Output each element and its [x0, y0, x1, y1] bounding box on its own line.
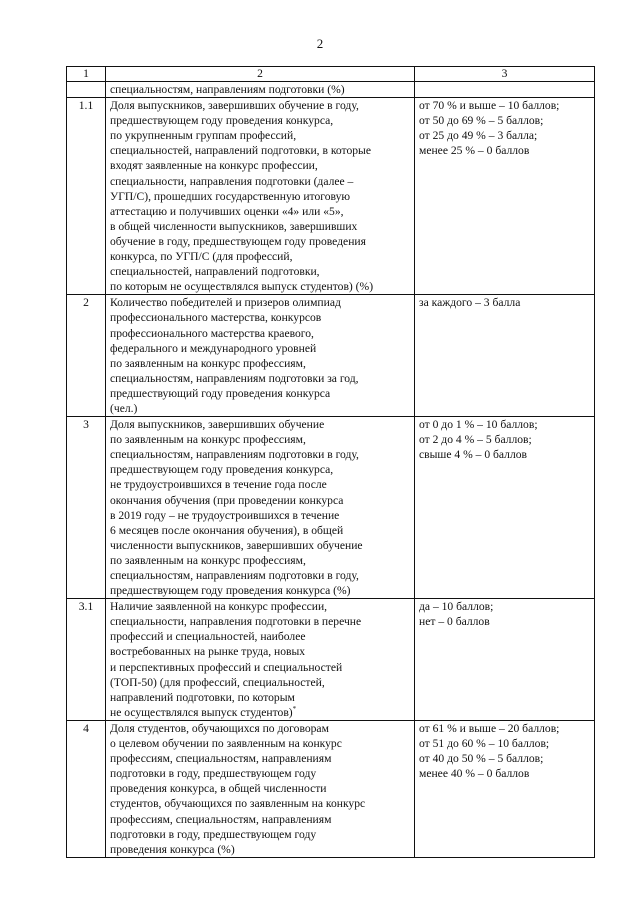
table-row [67, 98, 595, 295]
points-line: от 50 до 69 % – 5 баллов; [419, 114, 544, 128]
criterion-line: профессиям, специальностям, направлениям [110, 812, 332, 826]
criterion-line: специальностей, направлений подготовки, в которые [110, 144, 371, 158]
continuation-num-cell [67, 82, 106, 98]
points-line: да – 10 баллов; [419, 600, 494, 614]
criterion-line: профессионального мастерства краевого, [110, 326, 314, 340]
criterion-line: по укрупненным группам профессий, [110, 129, 297, 143]
criteria-table [66, 66, 595, 858]
continuation-points-cell [415, 82, 595, 98]
row-number: 3.1 [67, 599, 106, 721]
page-number: 2 [316, 36, 324, 51]
criterion-line: профессиям, специальностям, направлениям [110, 752, 332, 766]
criterion-line: направлений подготовки, по которым [110, 690, 295, 704]
criterion-line: Доля выпускников, завершивших обучение [110, 418, 325, 432]
points-line: менее 25 % – 0 баллов [419, 144, 530, 158]
criterion-cell [106, 417, 415, 599]
criterion-line: специальности, направления подготовки в перечне [110, 615, 362, 629]
criterion-cell [106, 720, 415, 857]
criterion-line: по заявленным на конкурс профессиям, [110, 356, 306, 370]
criterion-line: предшествующем году проведения конкурса, [110, 114, 334, 128]
criterion-line: по которым не осуществлялся выпуск студентов) (%) [110, 280, 374, 294]
criterion-line: входят заявленные на конкурс профессии, [110, 159, 318, 173]
criterion-line: востребованных на рынке труда, новых [110, 645, 306, 659]
points-line: от 25 до 49 % – 3 балла; [419, 129, 538, 143]
criterion-line: специальностям, направлениям подготовки в году, [110, 448, 359, 462]
table-header-row [67, 67, 595, 82]
points-line: от 51 до 60 % – 10 баллов; [419, 737, 550, 751]
criterion-line: по заявленным на конкурс профессиям, [110, 553, 306, 567]
criterion-line: специальности, направления подготовки (далее – [110, 174, 354, 188]
criterion-line: 6 месяцев после окончания обучения), в общей [110, 523, 344, 537]
criterion-line: УГП/С), прошедших государственную итоговую [110, 189, 351, 203]
points-cell [415, 599, 595, 721]
criterion-line: (чел.) [110, 401, 138, 415]
criterion-line: обучение в году, предшествующем году проведения [110, 234, 366, 248]
points-line: от 2 до 4 % – 5 баллов; [419, 433, 532, 447]
points-line: нет – 0 баллов [419, 615, 490, 629]
criterion-line: предшествующий году проведения конкурса [110, 386, 331, 400]
header-col-1: 1 [67, 67, 106, 82]
points-line: менее 40 % – 0 баллов [419, 767, 530, 781]
header-col-2: 2 [106, 67, 415, 82]
criterion-line: Количество победителей и призеров олимпиад [110, 296, 341, 310]
points-line: от 40 до 50 % – 5 баллов; [419, 752, 544, 766]
criterion-line: студентов, обучающихся по заявленным на конкурс [110, 797, 366, 811]
header-col-3: 3 [415, 67, 595, 82]
table-row [67, 720, 595, 857]
criterion-line: профессионального мастерства, конкурсов [110, 311, 322, 325]
criterion-line: профессий и специальностей, наиболее [110, 630, 306, 644]
points-line: за каждого – 3 балла [419, 296, 521, 310]
criterion-line: предшествующем году проведения конкурса (%) [110, 584, 351, 598]
continuation-text: специальностям, направлениям подготовки (%) [106, 82, 415, 98]
continuation-row [67, 82, 595, 98]
row-number: 2 [67, 295, 106, 417]
criterion-line: Доля студентов, обучающихся по договорам [110, 721, 329, 735]
criterion-line: предшествующем году проведения конкурса, [110, 463, 334, 477]
points-cell [415, 720, 595, 857]
footnote-mark: * [292, 704, 297, 713]
points-cell [415, 417, 595, 599]
criterion-line: окончания обучения (при проведении конкурса [110, 493, 344, 507]
points-cell [415, 295, 595, 417]
table-row [67, 417, 595, 599]
row-number: 4 [67, 720, 106, 857]
criterion-line: не трудоустроившихся в течение года после [110, 478, 327, 492]
criterion-line: не осуществлялся выпуск студентов)* [110, 704, 297, 719]
criterion-line: Наличие заявленной на конкурс профессии, [110, 600, 328, 614]
criterion-line: (ТОП-50) (для профессий, специальностей, [110, 675, 325, 689]
criterion-line: Доля выпускников, завершивших обучение в году, [110, 99, 359, 113]
points-line: от 61 % и выше – 20 баллов; [419, 721, 560, 735]
criterion-line: численности выпускников, завершивших обучение [110, 538, 363, 552]
criterion-line: проведения конкурса, в общей численности [110, 782, 327, 796]
row-number: 1.1 [67, 98, 106, 295]
criterion-cell [106, 98, 415, 295]
criterion-line: проведения конкурса (%) [110, 842, 235, 856]
points-cell [415, 98, 595, 295]
criterion-line: конкурса, по УГП/С (для профессий, [110, 250, 293, 264]
criterion-line: федерального и международного уровней [110, 341, 317, 355]
points-line: свыше 4 % – 0 баллов [419, 448, 528, 462]
criterion-line: и перспективных профессий и специальностей [110, 660, 343, 674]
criterion-line: о целевом обучении по заявленным на конкурс [110, 737, 342, 751]
criterion-line: аттестацию и получивших оценки «4» или «5», [110, 204, 344, 218]
criterion-line: специальностям, направлениям подготовки за год, [110, 371, 359, 385]
points-line: от 0 до 1 % – 10 баллов; [419, 418, 538, 432]
table-row [67, 599, 595, 721]
table-row [67, 295, 595, 417]
criterion-line: подготовки в году, предшествующем году [110, 827, 317, 841]
criterion-line: подготовки в году, предшествующем году [110, 767, 317, 781]
criterion-cell [106, 295, 415, 417]
row-number: 3 [67, 417, 106, 599]
criterion-line: специальностей, направлений подготовки, [110, 265, 320, 279]
criterion-line: по заявленным на конкурс профессиям, [110, 433, 306, 447]
criterion-line: специальностям, направлениям подготовки в году, [110, 569, 359, 582]
criterion-cell [106, 599, 415, 721]
criterion-line: в общей численности выпускников, завершивших [110, 219, 358, 233]
points-line: от 70 % и выше – 10 баллов; [419, 99, 560, 113]
criterion-line: в 2019 году – не трудоустроившихся в течение [110, 508, 340, 522]
